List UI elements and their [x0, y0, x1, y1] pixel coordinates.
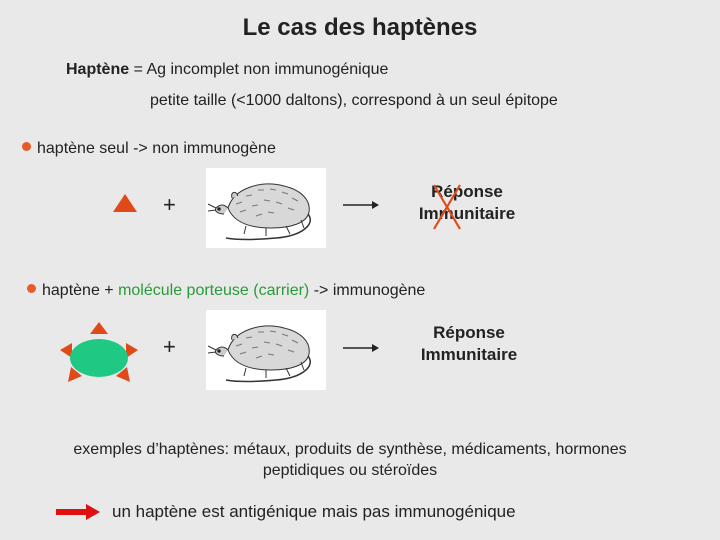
case2-text-a: haptène + [42, 282, 119, 299]
carrier-with-haptens-icon [58, 320, 140, 386]
arrow-icon-1 [342, 198, 380, 212]
response-label-2 [410, 322, 528, 366]
examples-text [30, 439, 670, 481]
case2-text-b: -> immunogène [309, 282, 426, 299]
conclusion-arrow-icon [55, 503, 101, 521]
definition-text: = Ag incomplet non immunogénique [129, 61, 389, 78]
bullet-case2 [27, 282, 425, 300]
rat-icon [206, 168, 326, 248]
case2-text-carrier: molécule porteuse (carrier) [118, 282, 310, 299]
plus-sign-1: + [163, 192, 176, 217]
hapten-triangle-icon [112, 193, 138, 213]
rat-image-2 [206, 310, 326, 390]
response-line1: Réponse [433, 323, 505, 342]
examples-line2: peptidiques ou stéroïdes [262, 462, 438, 479]
plus-sign-2: + [163, 334, 176, 359]
bullet-dot-icon [22, 142, 31, 151]
response-label-1 [408, 181, 526, 225]
rat-icon [206, 310, 326, 390]
bullet-dot-icon [27, 284, 36, 293]
definition-term: Haptène [66, 61, 130, 78]
definition-detail: petite taille (<1000 daltons), correspond à un seul épitope [150, 92, 558, 109]
rat-image-1 [206, 168, 326, 248]
response-line1: Réponse [431, 182, 503, 201]
examples-line1: exemples d’haptènes: métaux, produits de synthèse, médicaments, hormones [73, 441, 627, 458]
cross-icon [432, 183, 462, 231]
arrow-icon-2 [342, 341, 380, 355]
conclusion-text: un haptène est antigénique mais pas immunogénique [112, 502, 516, 521]
page-title: Le cas des haptènes [242, 14, 478, 41]
bullet-case1 [22, 140, 276, 158]
definition-line [66, 61, 388, 79]
case1-text: haptène seul -> non immunogène [37, 140, 276, 157]
response-line2: Immunitaire [418, 204, 516, 223]
response-line2: Immunitaire [420, 345, 518, 364]
